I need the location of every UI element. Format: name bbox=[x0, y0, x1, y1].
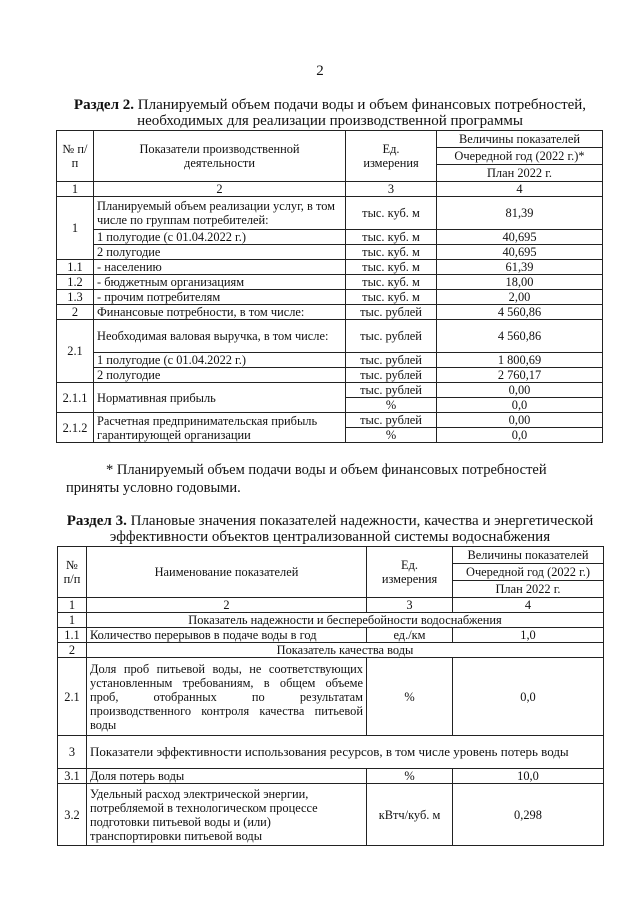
col-number: 3 bbox=[367, 598, 453, 613]
row-unit: тыс. рублей bbox=[346, 413, 437, 428]
row-name: - прочим потребителям bbox=[94, 290, 346, 305]
table-row bbox=[58, 784, 604, 846]
header-indicator: Наименование показателей bbox=[87, 547, 367, 598]
row-value: 81,39 bbox=[437, 197, 603, 230]
header-num: № п/п bbox=[58, 547, 87, 598]
section3-table bbox=[57, 546, 604, 846]
row-value: 10,0 bbox=[453, 769, 604, 784]
row-num: 3 bbox=[58, 736, 87, 769]
row-name: Доля потерь воды bbox=[87, 769, 367, 784]
row-num: 2.1.2 bbox=[57, 413, 94, 443]
header-year: Очередной год (2022 г.) bbox=[453, 564, 604, 581]
row-num: 1.1 bbox=[58, 628, 87, 643]
row-unit: % bbox=[367, 769, 453, 784]
row-span-title: Показатель надежности и бесперебойности водоснабжения bbox=[87, 613, 604, 628]
row-num: 1.3 bbox=[57, 290, 94, 305]
section3-title-bold: Раздел 3. bbox=[66, 513, 127, 529]
note-line2: приняты условно годовыми. bbox=[66, 480, 241, 496]
row-value: 40,695 bbox=[437, 245, 603, 260]
row-name: Количество перерывов в подаче воды в год bbox=[87, 628, 367, 643]
table-row bbox=[57, 245, 603, 260]
row-value: 0,0 bbox=[437, 398, 603, 413]
col-number: 2 bbox=[94, 182, 346, 197]
row-name: 2 полугодие bbox=[94, 245, 346, 260]
header-plan: План 2022 г. bbox=[437, 165, 603, 182]
row-unit: тыс. куб. м bbox=[346, 275, 437, 290]
header-unit: Ед. измерения bbox=[367, 547, 453, 598]
header-unit: Ед. измерения bbox=[346, 131, 437, 182]
section3-title-line2: эффективности объектов централизованной системы водоснабжения bbox=[109, 529, 551, 545]
row-unit: % bbox=[346, 428, 437, 443]
table-row bbox=[57, 368, 603, 383]
page-number: 2 bbox=[316, 63, 324, 79]
row-value: 61,39 bbox=[437, 260, 603, 275]
row-num: 1.1 bbox=[57, 260, 94, 275]
row-num: 1.2 bbox=[57, 275, 94, 290]
row-value: 40,695 bbox=[437, 230, 603, 245]
row-value: 4 560,86 bbox=[437, 320, 603, 353]
section3-title bbox=[50, 513, 610, 545]
section2-title-line2: необходимых для реализации производственной программы bbox=[137, 113, 523, 129]
row-unit: тыс. рублей bbox=[346, 368, 437, 383]
row-unit: тыс. рублей bbox=[346, 305, 437, 320]
row-unit: тыс. куб. м bbox=[346, 260, 437, 275]
row-unit: кВтч/куб. м bbox=[367, 784, 453, 846]
table-row bbox=[57, 383, 603, 398]
row-value: 2,00 bbox=[437, 290, 603, 305]
note-line1: * Планируемый объем подачи воды и объем финансовых потребностей bbox=[106, 462, 547, 478]
row-num: 1 bbox=[57, 197, 94, 260]
table-row bbox=[58, 613, 604, 628]
header-values-group: Величины показателей bbox=[453, 547, 604, 564]
table-row bbox=[57, 230, 603, 245]
header-plan: План 2022 г. bbox=[453, 581, 604, 598]
table-row bbox=[57, 305, 603, 320]
row-num: 2 bbox=[58, 643, 87, 658]
row-num: 1 bbox=[58, 613, 87, 628]
row-span-title: Показатель качества воды bbox=[87, 643, 604, 658]
header-year: Очередной год (2022 г.)* bbox=[437, 148, 603, 165]
row-unit: тыс. рублей bbox=[346, 353, 437, 368]
row-value: 1 800,69 bbox=[437, 353, 603, 368]
table-row bbox=[57, 275, 603, 290]
row-num: 2.1 bbox=[58, 658, 87, 736]
table-row bbox=[58, 769, 604, 784]
row-unit: тыс. куб. м bbox=[346, 290, 437, 305]
row-num: 2 bbox=[57, 305, 94, 320]
row-unit: ед./км bbox=[367, 628, 453, 643]
row-name: Удельный расход электрической энергии, потребляемой в технологическом процессе подготовки питьевой воды и (или) транспортировки питьевой воды bbox=[87, 784, 367, 846]
row-unit: тыс. рублей bbox=[346, 320, 437, 353]
table-row bbox=[58, 658, 604, 736]
col-number: 4 bbox=[437, 182, 603, 197]
col-number: 4 bbox=[453, 598, 604, 613]
row-value: 18,00 bbox=[437, 275, 603, 290]
row-name: 1 полугодие (с 01.04.2022 г.) bbox=[94, 353, 346, 368]
row-unit: тыс. куб. м bbox=[346, 230, 437, 245]
row-span-title: Показатели эффективности использования ресурсов, в том числе уровень потерь воды bbox=[87, 736, 604, 769]
table-row bbox=[58, 736, 604, 769]
table-row bbox=[57, 290, 603, 305]
row-value: 0,00 bbox=[437, 383, 603, 398]
row-name: Доля проб питьевой воды, не соответствующих установленным требованиям, в общем объеме проб, отобранных по результатам производственного контроля качества питьевой воды bbox=[87, 658, 367, 736]
row-num: 3.2 bbox=[58, 784, 87, 846]
section2-title-line1: Планируемый объем подачи воды и объем финансовых потребностей, bbox=[137, 97, 587, 113]
table-row bbox=[58, 628, 604, 643]
col-number: 2 bbox=[87, 598, 367, 613]
row-unit: тыс. куб. м bbox=[346, 197, 437, 230]
row-name: - населению bbox=[94, 260, 346, 275]
row-value: 2 760,17 bbox=[437, 368, 603, 383]
row-unit: тыс. куб. м bbox=[346, 245, 437, 260]
row-num: 2.1.1 bbox=[57, 383, 94, 413]
row-name: - бюджетным организациям bbox=[94, 275, 346, 290]
row-name: Расчетная предпринимательская прибыль гарантирующей организации bbox=[94, 413, 346, 443]
row-value: 1,0 bbox=[453, 628, 604, 643]
col-number: 3 bbox=[346, 182, 437, 197]
row-num: 2.1 bbox=[57, 320, 94, 383]
table-row bbox=[58, 643, 604, 658]
row-value: 0,0 bbox=[453, 658, 604, 736]
row-value: 0,0 bbox=[437, 428, 603, 443]
row-unit: % bbox=[367, 658, 453, 736]
section2-title-bold: Раздел 2. bbox=[73, 97, 135, 113]
row-num: 3.1 bbox=[58, 769, 87, 784]
table-row bbox=[57, 413, 603, 428]
row-value: 0,00 bbox=[437, 413, 603, 428]
section2-table bbox=[56, 130, 603, 443]
table-row bbox=[57, 197, 603, 230]
row-value: 4 560,86 bbox=[437, 305, 603, 320]
row-name: Необходимая валовая выручка, в том числе: bbox=[94, 320, 346, 353]
section2-title bbox=[50, 97, 610, 129]
header-values-group: Величины показателей bbox=[437, 131, 603, 148]
section2-note bbox=[66, 461, 596, 497]
table-row bbox=[57, 260, 603, 275]
row-unit: % bbox=[346, 398, 437, 413]
row-name: Нормативная прибыль bbox=[94, 383, 346, 413]
row-unit: тыс. рублей bbox=[346, 383, 437, 398]
table-row bbox=[57, 320, 603, 353]
row-name: 1 полугодие (с 01.04.2022 г.) bbox=[94, 230, 346, 245]
row-name: 2 полугодие bbox=[94, 368, 346, 383]
section3-title-line1: Плановые значения показателей надежности, качества и энергетической bbox=[130, 513, 594, 529]
col-number: 1 bbox=[58, 598, 87, 613]
row-name: Финансовые потребности, в том числе: bbox=[94, 305, 346, 320]
header-num: № п/п bbox=[57, 131, 94, 182]
row-value: 0,298 bbox=[453, 784, 604, 846]
col-number: 1 bbox=[57, 182, 94, 197]
table-row bbox=[57, 353, 603, 368]
row-name: Планируемый объем реализации услуг, в том числе по группам потребителей: bbox=[94, 197, 346, 230]
header-indicator: Показатели производственной деятельности bbox=[94, 131, 346, 182]
